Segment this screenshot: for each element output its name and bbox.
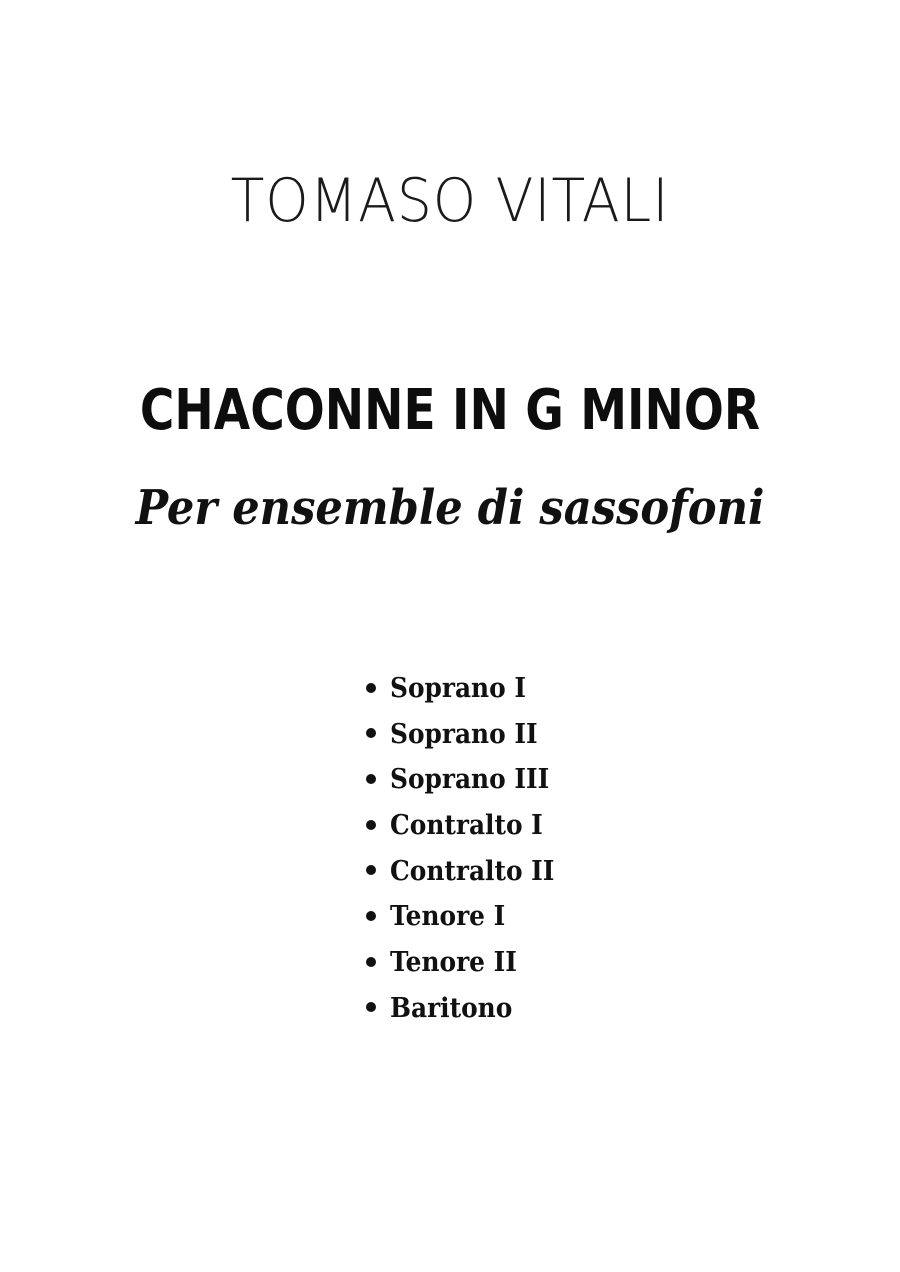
list-item <box>366 712 569 758</box>
part-label: Tenore I <box>390 901 506 933</box>
part-label: Tenore II <box>390 947 517 979</box>
part-label: Contralto I <box>390 810 543 842</box>
instrument-parts-list <box>366 666 569 1032</box>
bullet-icon <box>366 683 376 693</box>
part-label: Soprano II <box>390 718 538 750</box>
part-label: Soprano III <box>390 764 550 796</box>
bullet-icon <box>366 820 376 830</box>
part-label: Contralto II <box>390 855 555 887</box>
list-item <box>366 986 569 1032</box>
bullet-icon <box>366 911 376 921</box>
list-item <box>366 849 569 895</box>
list-item <box>366 666 569 712</box>
composer-name: TOMASO VITALI <box>230 166 670 236</box>
list-item <box>366 894 569 940</box>
piece-title: CHACONNE IN G MINOR <box>139 378 761 443</box>
bullet-icon <box>366 1002 376 1012</box>
list-item <box>366 940 569 986</box>
bullet-icon <box>366 957 376 967</box>
list-item <box>366 803 569 849</box>
piece-subtitle: Per ensemble di sassofoni <box>135 480 765 536</box>
list-item <box>366 757 569 803</box>
part-label: Baritono <box>390 992 513 1024</box>
part-label: Soprano I <box>390 673 526 704</box>
bullet-icon <box>366 865 376 875</box>
bullet-icon <box>366 774 376 784</box>
bullet-icon <box>366 728 376 738</box>
